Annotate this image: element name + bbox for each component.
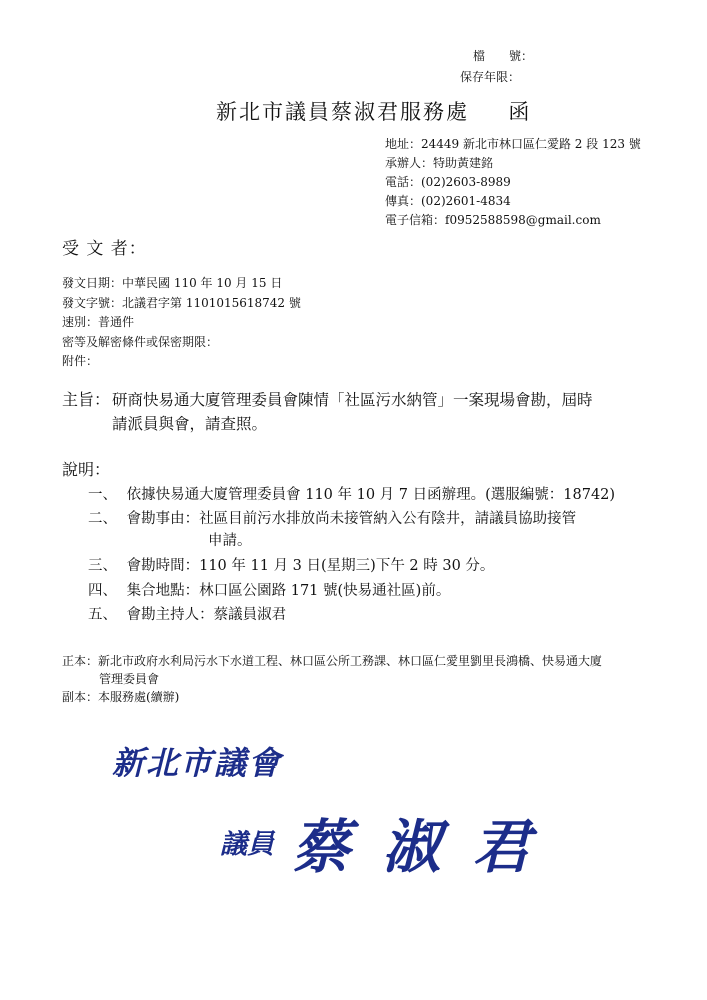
secrecy-class: 密等及解密條件或保密期限： (62, 334, 219, 349)
item-text: 會勘主持人：蔡議員淑君 (126, 607, 287, 623)
explanation-label: 說明： (62, 460, 111, 479)
contact-handler: 承辦人：特助黃建銘 (385, 156, 494, 170)
contact-address: 地址：24449 新北市林口區仁愛路 2 段 123 號 (385, 137, 641, 151)
copy-recipients: 副本：本服務處(續辦) (62, 690, 180, 704)
councilor-title-stamp: 議員 (220, 829, 274, 860)
contact-email: 電子信箱：f0952588598@gmail.com (385, 213, 601, 227)
contact-phone: 電話：(02)2603-8989 (385, 175, 511, 189)
item-number: 四、 (88, 583, 117, 599)
meta-block (62, 274, 301, 372)
distribution-block (62, 652, 602, 706)
primary-recipients-continuation: 管理委員會 (99, 672, 160, 686)
explanation-item (88, 508, 576, 530)
item-text: 會勘時間：110 年 11 月 3 日(星期三)下午 2 時 30 分。 (126, 558, 495, 574)
explanation-item (88, 580, 450, 602)
archive-no-label: 檔 號： (473, 49, 534, 63)
item-text: 集合地點：林口區公園路 171 號(快易通社區)前。 (126, 583, 451, 599)
reference-number: 發文字號：北議君字第 1101015618742 號 (62, 295, 301, 310)
recipient-label: 受 文 者： (62, 239, 147, 259)
item-text: 會勘事由：社區目前污水排放尚未接管納入公有陰井，請議員協助接管 (126, 511, 577, 527)
document-title (216, 96, 531, 126)
item-text: 依據快易通大廈管理委員會 110 年 10 月 7 日函辦理。(選服編號：18742) (126, 487, 616, 503)
primary-recipients: 新北市政府水利局污水下水道工程、林口區公所工務課、林口區仁愛里劉里長鴻橋、快易通大廈 (98, 654, 603, 668)
explanation-item (88, 604, 286, 626)
retention-label: 保存年限： (460, 70, 521, 84)
councilor-name-stamp: 蔡 淑 君 (292, 813, 537, 881)
speed-class: 速別：普通件 (62, 315, 135, 329)
subject-line-2: 請派員與會，請查照。 (112, 415, 268, 433)
primary-label: 正本： (62, 654, 99, 668)
attachment-label: 附件： (62, 354, 99, 368)
doc-type: 函 (508, 100, 532, 124)
item-text-continuation: 申請。 (208, 533, 252, 549)
explanation-item (88, 555, 494, 577)
item-number: 五、 (88, 607, 117, 623)
contact-block (385, 135, 641, 230)
item-number: 一、 (88, 487, 117, 503)
issue-date: 發文日期：中華民國 110 年 10 月 15 日 (62, 276, 283, 290)
item-number: 二、 (88, 511, 117, 527)
council-stamp: 新北市議會 (112, 744, 283, 782)
subject-line-1: 研商快易通大廈管理委員會陳情「社區污水納管」一案現場會勘，屆時 (112, 391, 593, 409)
item-number: 三、 (88, 558, 117, 574)
contact-fax: 傳真：(02)2601-4834 (385, 194, 511, 208)
subject-label: 主旨： (62, 390, 111, 409)
explanation-item (88, 484, 615, 506)
office-name: 新北市議員蔡淑君服務處 (216, 100, 469, 124)
